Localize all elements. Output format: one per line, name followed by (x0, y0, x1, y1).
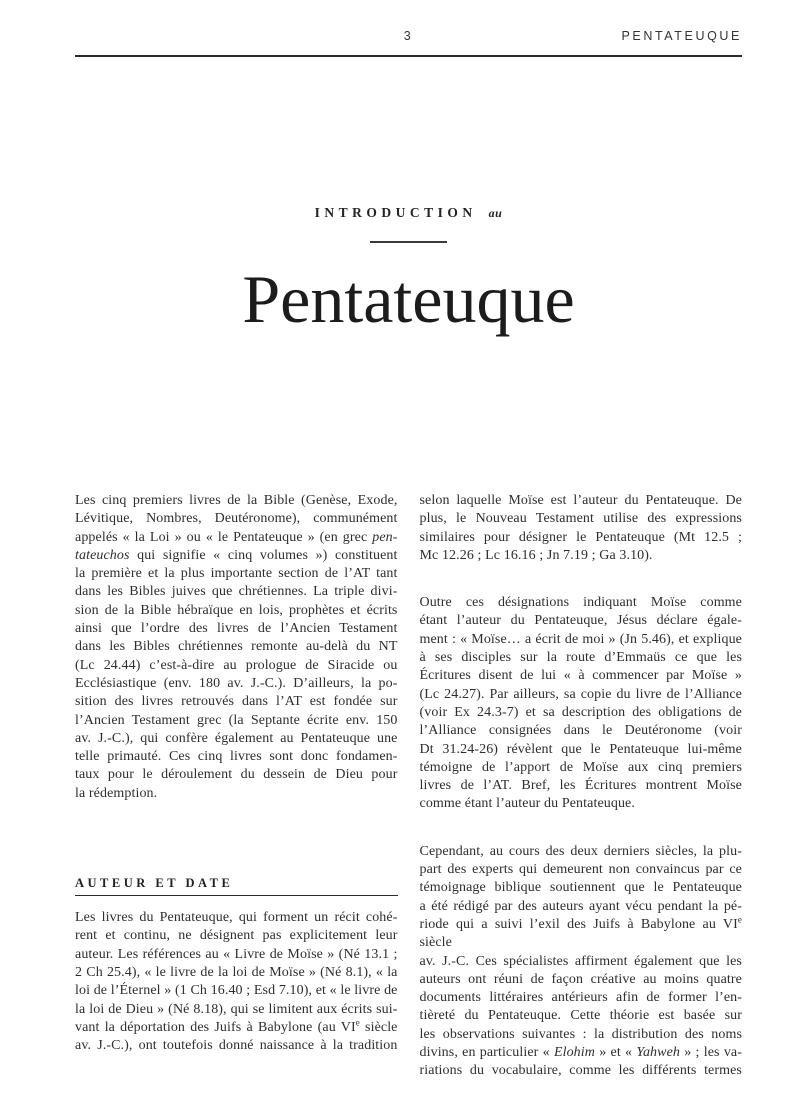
paragraph (75, 492, 398, 803)
text-line: Les cinq premiers livres de la Bible (Genèse, Exode, (75, 493, 398, 508)
text-line: ment : « Moïse… a écrit de moi » (Jn 5.46), et explique (419, 631, 742, 647)
text-line: Les livres du Pentateuque, qui forment un récit cohé- (75, 910, 398, 926)
text-line: riode qui a suivi l’exil des Juifs à Babylone au VIe siècle (419, 914, 742, 951)
text-line: Écritures disent de lui « à commencer par Moïse » (419, 668, 742, 684)
text-line: telle primauté. Ces cinq livres sont donc fondamen- (75, 749, 398, 765)
text-line: (Lc 24.27). Par ailleurs, sa copie du livre de l’Alliance (419, 686, 742, 702)
header-rule (75, 55, 742, 57)
text-line: l’Alliance consignées dans le Deutéronome (voir (419, 723, 742, 739)
text-line: riations du vocabulaire, comme les différents termes (419, 1063, 742, 1079)
text-line: vant la déportation des Juifs à Babylone (au VIe siècle (75, 1017, 398, 1035)
paragraph (420, 594, 743, 814)
page-title: Pentateuque (242, 261, 575, 337)
text-line: Ecclésiastique (env. 180 av. J.-C.). D’ailleurs, la po- (75, 675, 398, 691)
text-line: dans les Bibles juives que chrétiennes. La triple divi- (75, 584, 398, 600)
text-line: appelés « la Loi » ou « le Pentateuque » (en grec pen- (75, 529, 398, 545)
text-line: dans les Bibles chrétiennes remonte au-delà du NT (75, 639, 398, 655)
left-column (75, 492, 398, 1081)
text-line: Outre ces désignations indiquant Moïse comme (419, 595, 742, 611)
text-line: comme étant l’auteur du Pentateuque. (419, 796, 635, 812)
text-line: part des experts qui demeurent non convaincus par ce (419, 862, 742, 878)
page-number: 3 (403, 29, 414, 43)
text-line: Mc 12.26 ; Lc 16.16 ; Jn 7.19 ; Ga 3.10). (419, 547, 653, 563)
text-columns (75, 492, 742, 1081)
text-line: tièreté du Pentateuque. Cette théorie est basée sur (419, 1008, 742, 1024)
text-line: la première et la plus importante section de l’AT tant (75, 566, 398, 582)
text-line: les observations suivantes : la distribution des noms (419, 1026, 742, 1042)
text-line: loi de l’Éternel » (1 Ch 16.40 ; Esd 7.10), et « le livre de (75, 983, 398, 999)
text-line: a été rédigé par des auteurs ayant vécu pendant la pé- (419, 898, 742, 914)
text-line: rent et continu, ne désignent pas explicitement leur (75, 928, 398, 944)
text-line: similaires pour désigner le Pentateuque (Mt 12.5 ; (419, 529, 742, 545)
text-line: étant l’auteur du Pentateuque, Jésus déclare égale- (419, 613, 742, 629)
text-line: tateuchos qui signifie « cinq volumes ») constituent (75, 547, 398, 563)
text-line: divins, en particulier « Elohim » et « Yahweh » ; les va- (419, 1045, 742, 1061)
paragraph (75, 909, 398, 1055)
text-line: ainsi que l’ordre des livres de l’Ancien Testament (75, 621, 398, 637)
text-line: av. J.-C. Ces spécialistes affirment également que les (419, 953, 742, 969)
text-line: (Lc 24.44) c’est-à-dire au prologue de Siracide ou (75, 657, 398, 673)
text-line: selon laquelle Moïse est l’auteur du Pentateuque. De (419, 493, 742, 508)
text-line: l’Ancien Testament grec (la Septante écrite env. 150 (75, 712, 398, 728)
text-line: la loi de Dieu » (Né 8.18), qui se limitent aux écrits sui- (75, 1001, 398, 1017)
text-line: à ses disciples sur la route d’Emmaüs ce que les (419, 650, 742, 666)
kicker-suffix: au (488, 206, 503, 220)
text-line: sition des livres retrouvés dans l’AT est fondée sur (75, 694, 398, 710)
text-line: 2 Ch 25.4), « le livre de la loi de Moïse » (Né 8.1), « la (75, 964, 398, 980)
intro-kicker (75, 204, 742, 222)
paragraph (420, 492, 743, 565)
text-line: documents littéraires antérieurs afin de former l’en- (419, 990, 742, 1006)
section-heading: AUTEUR ET DATE (75, 876, 398, 896)
text-line: Cependant, au cours des deux derniers siècles, la plu- (419, 843, 742, 859)
paragraph (420, 843, 743, 1081)
text-line: taux pour le déroulement du dessein de Dieu pour (75, 767, 398, 783)
text-line: la rédemption. (75, 785, 158, 801)
kicker-rule (370, 241, 447, 243)
text-line: témoigne de l’apport de Moïse aux cinq premiers (419, 759, 742, 775)
text-line: av. J.-C.), qui confère également au Pentateuque une (75, 730, 398, 746)
kicker-text: INTRODUCTION (314, 205, 477, 220)
running-head (75, 29, 742, 47)
text-line: Lévitique, Nombres, Deutéronome), communément (75, 511, 398, 527)
text-line: auteurs ont réuni de façon créative au moins quatre (419, 971, 742, 987)
text-line: auteur. Les références au « Livre de Moïse » (Né 13.1 ; (75, 946, 398, 962)
running-title: PENTATEUQUE (621, 29, 742, 43)
text-line: av. J.-C.), ont toutefois donné naissance à la tradition (75, 1038, 398, 1054)
text-line: livres de l’AT. Bref, les Écritures montrent Moïse (419, 778, 742, 794)
text-line: sion de la Bible hébraïque en lois, prophètes et écrits (75, 602, 398, 618)
right-column (420, 492, 743, 1081)
text-line: (voir Ex 24.3-7) et sa description des obligations de (419, 704, 742, 720)
text-line: Dt 31.24-26) révèlent que le Pentateuque lui-même (419, 741, 742, 757)
text-line: témoignage biblique soutiennent que le Pentateuque (419, 880, 742, 896)
text-line: plus, le Nouveau Testament utilise des expressions (419, 511, 742, 527)
